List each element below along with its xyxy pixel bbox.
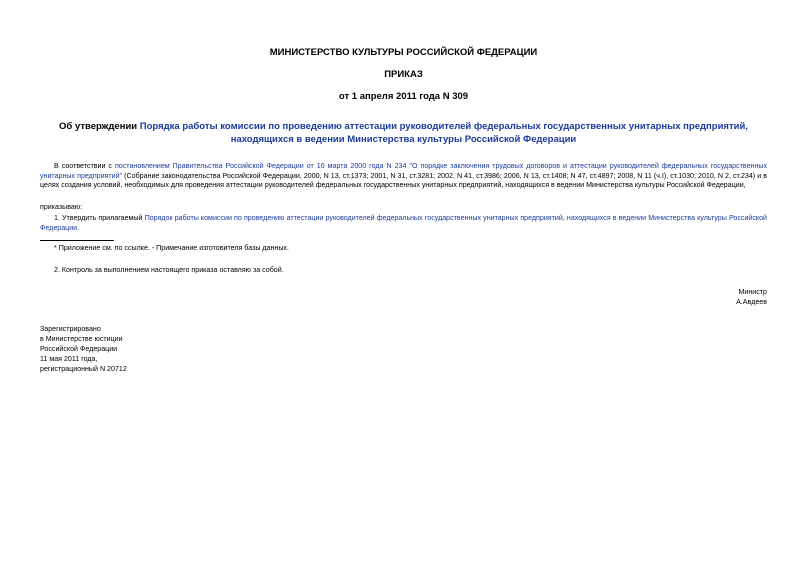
registration-line-4: 11 мая 2011 года, xyxy=(40,355,98,363)
ministry-heading: МИНИСТЕРСТВО КУЛЬТУРЫ РОССИЙСКОЙ ФЕДЕРАЦИИ xyxy=(269,47,538,58)
order-word: приказываю: xyxy=(40,203,83,211)
title-prefix: Об утверждении xyxy=(59,121,140,132)
date-number-heading: от 1 апреля 2011 года N 309 xyxy=(338,91,469,102)
item-2-text: 2. Контроль за выполнением настоящего приказа оставляю за собой. xyxy=(54,266,284,274)
item-1-paragraph xyxy=(40,214,767,233)
signature-position: Министр xyxy=(738,288,767,296)
procedure-link[interactable]: Порядок xyxy=(144,214,173,222)
preamble-lead: В соответствии с xyxy=(54,162,115,170)
title-order-link[interactable]: Порядка работы комиссии по проведению аттестации руководителей федеральных государственных унитарных предприятий, находящихся в ведении Министерства культуры Российской Федерации xyxy=(139,121,748,145)
preamble-rest: (Собрание законодательства Российской Федерации, 2000, N 13, ст.1373; 2001, N 31, ст.3281; 2002, N 41, ст.3986; 2006, N 13, ст.1408; N 47, ст.4897; 2008, N 11 (ч.I), ст.1030; 2010, N 2, ст.234) и в целях создания условий, необходимых для проведения аттестации руководителей федеральных государственных унитарных предприятий, находящихся в ведении Министерства культуры Российской Федерации, xyxy=(40,171,767,190)
doc-type-heading: ПРИКАЗ xyxy=(384,69,423,80)
signature-name: А.Авдеев xyxy=(736,298,767,306)
registration-block xyxy=(40,324,127,374)
government-resolution-link[interactable]: постановлением Правительства Российской Федерации от 16 марта 2000 года N 234 "О порядке заключения трудовых договоров и аттестации руководителей федеральных государственных унитарных предприятий" xyxy=(40,162,768,180)
item-2-paragraph xyxy=(40,266,767,276)
footnote-divider xyxy=(40,240,114,241)
footnote xyxy=(40,244,767,254)
registration-line-1: Зарегистрировано xyxy=(40,325,101,333)
footnote-text: * Приложение см. по ссылке. - Примечание изготовителя базы данных. xyxy=(54,244,289,252)
registration-line-2: в Министерстве юстиции xyxy=(40,335,123,343)
document-title xyxy=(40,121,767,146)
item-1-end: . xyxy=(77,223,80,232)
registration-line-3: Российской Федерации xyxy=(40,345,118,353)
item-1-lead: 1. Утвердить прилагаемый xyxy=(54,214,145,222)
procedure-link-tail[interactable]: работы комиссии по проведению аттестации руководителей федеральных государственных унитарных предприятий, находящихся в ведении Министерства культуры Российской Федерации xyxy=(40,214,768,232)
preamble-paragraph xyxy=(40,162,767,191)
signature-block xyxy=(736,287,767,307)
registration-line-5: регистрационный N 20712 xyxy=(40,365,127,373)
